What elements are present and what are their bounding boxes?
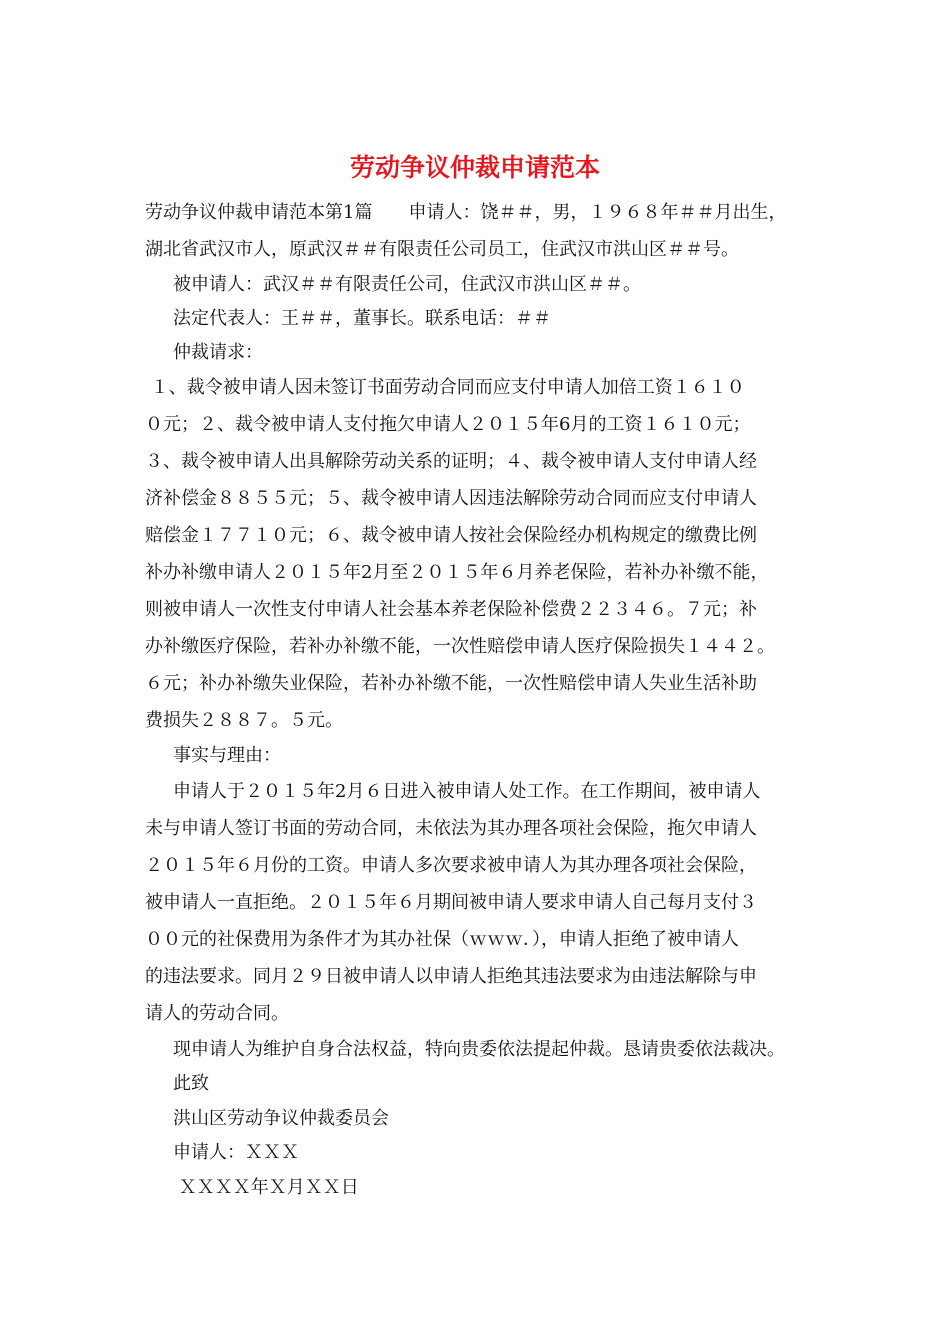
paragraph-line: 现申请人为维护自身合法权益，特向贵委依法提起仲裁。恳请贵委依法裁决。 — [173, 1039, 785, 1060]
paragraph-line: 办补缴医疗保险，若补办补缴不能，一次性赔偿申请人医疗保险损失１４４２。 — [145, 636, 775, 657]
paragraph-line: 则被申请人一次性支付申请人社会基本养老保险补偿费２２３４６。７元；补 — [145, 599, 757, 620]
paragraph-line: 请人的劳动合同。 — [145, 1003, 289, 1024]
recipient-committee: 洪山区劳动争议仲裁委员会 — [173, 1108, 389, 1129]
paragraph-line: 赔偿金１７７１０元；６、裁令被申请人按社会保险经办机构规定的缴费比例 — [145, 525, 757, 546]
paragraph-line: 费损失２８８７。５元。 — [145, 710, 343, 731]
paragraph-line: 被申请人一直拒绝。２０１５年６月期间被申请人要求申请人自己每月支付３ — [145, 892, 757, 913]
paragraph-line: ２０１５年６月份的工资。申请人多次要求被申请人为其办理各项社会保险， — [145, 855, 757, 876]
paragraph-line: 被申请人：武汉＃＃有限责任公司，住武汉市洪山区＃＃。 — [173, 274, 641, 295]
applicant-signature: 申请人：ＸＸＸ — [173, 1142, 299, 1163]
paragraph-line: ６元；补办补缴失业保险，若补办补缴不能，一次性赔偿申请人失业生活补助 — [145, 673, 757, 694]
paragraph-line: 仲裁请求： — [173, 342, 263, 363]
paragraph-line: 未与申请人签订书面的劳动合同，未依法为其办理各项社会保险，拖欠申请人 — [145, 818, 757, 839]
document-title: 劳动争议仲裁申请范本 — [349, 153, 600, 182]
paragraph-line: 法定代表人：王＃＃，董事长。联系电话：＃＃ — [173, 308, 551, 329]
closing-salutation: 此致 — [173, 1073, 209, 1094]
paragraph-line: 补办补缴申请人２０１５年2月至２０１５年６月养老保险，若补办补缴不能， — [145, 562, 769, 583]
paragraph-line: ０元；２、裁令被申请人支付拖欠申请人２０１５年6月的工资１６１０元； — [145, 414, 751, 435]
paragraph-line: 事实与理由： — [173, 745, 281, 766]
paragraph-line: ３、裁令被申请人出具解除劳动关系的证明；４、裁令被申请人支付申请人经 — [145, 451, 757, 472]
paragraph-line: 申请人于２０１５年2月６日进入被申请人处工作。在工作期间，被申请人 — [173, 781, 761, 802]
paragraph-line: 劳动争议仲裁申请范本第1篇 申请人：饶＃＃，男，１９６８年＃＃月出生， — [145, 202, 787, 223]
paragraph-line: 湖北省武汉市人，原武汉＃＃有限责任公司员工，住武汉市洪山区＃＃号。 — [145, 239, 739, 260]
paragraph-line: 的违法要求。同月２９日被申请人以申请人拒绝其违法要求为由违法解除与申 — [145, 966, 757, 987]
paragraph-line: ００元的社保费用为条件才为其办社保（ｗｗｗ．），申请人拒绝了被申请人 — [145, 929, 739, 950]
signature-date: ＸＸＸＸ年Ｘ月ＸＸ日 — [173, 1177, 359, 1198]
paragraph-line: １、裁令被申请人因未签订书面劳动合同而应支付申请人加倍工资１６１０ — [145, 377, 745, 398]
paragraph-line: 济补偿金８８５５元；５、裁令被申请人因违法解除劳动合同而应支付申请人 — [145, 488, 757, 509]
